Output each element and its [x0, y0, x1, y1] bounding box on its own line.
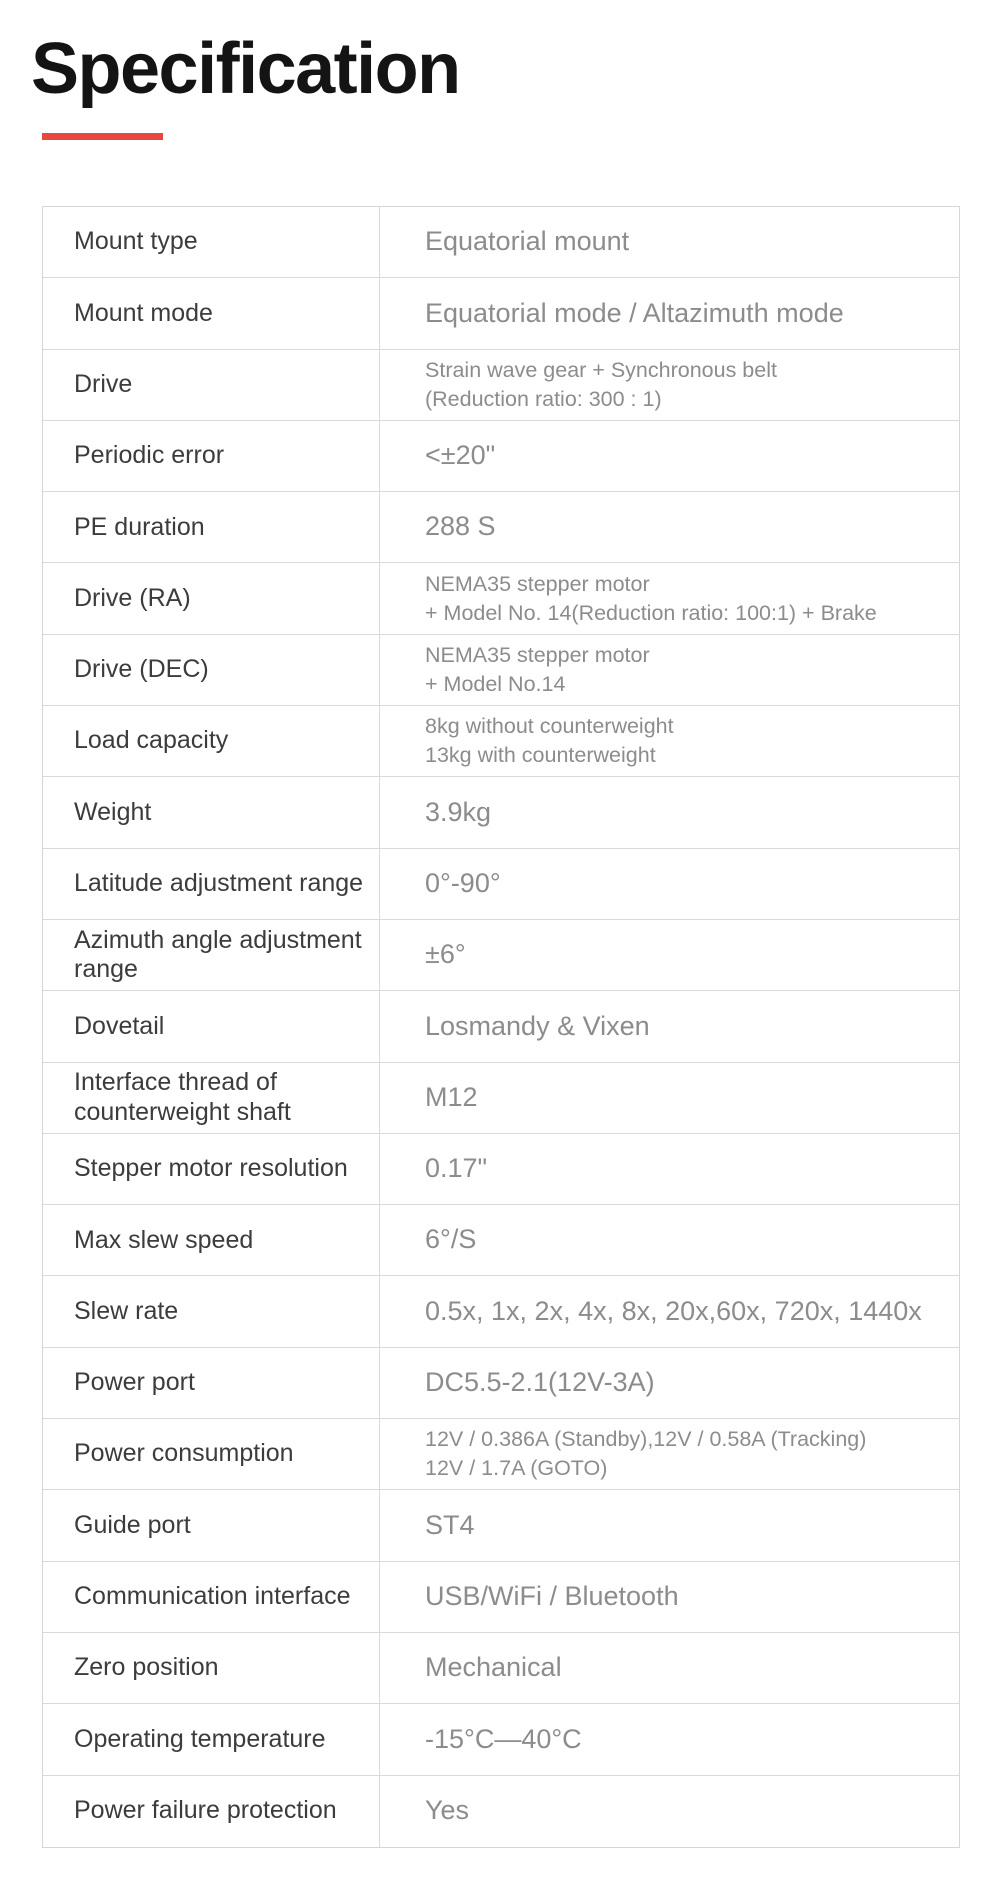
spec-label: Power consumption — [43, 1419, 380, 1489]
spec-label: Interface thread of counterweight shaft — [43, 1063, 380, 1133]
spec-label: Slew rate — [43, 1276, 380, 1346]
spec-value-line: -15°C—40°C — [425, 1723, 582, 1754]
spec-value — [380, 635, 959, 705]
table-row — [43, 1419, 959, 1490]
spec-value-line: 12V / 0.386A (Standby),12V / 0.58A (Tracking) — [425, 1427, 867, 1452]
spec-label: Communication interface — [43, 1562, 380, 1632]
spec-value — [380, 849, 959, 919]
spec-value — [380, 1348, 959, 1418]
spec-value-line: Losmandy & Vixen — [425, 1010, 650, 1041]
spec-value-line: <±20" — [425, 440, 496, 471]
spec-label: Dovetail — [43, 991, 380, 1061]
table-row — [43, 421, 959, 492]
spec-value-line: Yes — [425, 1795, 470, 1826]
table-row — [43, 849, 959, 920]
spec-label: Stepper motor resolution — [43, 1134, 380, 1204]
spec-value-line: USB/WiFi / Bluetooth — [425, 1580, 679, 1611]
table-row — [43, 1704, 959, 1775]
spec-label: Load capacity — [43, 706, 380, 776]
spec-label: Power port — [43, 1348, 380, 1418]
specification-table — [42, 206, 960, 1848]
spec-value — [380, 1633, 959, 1703]
table-row — [43, 991, 959, 1062]
spec-value-line: 13kg with counterweight — [425, 743, 656, 768]
table-row — [43, 1276, 959, 1347]
table-row — [43, 1348, 959, 1419]
spec-value — [380, 207, 959, 277]
spec-label: Zero position — [43, 1633, 380, 1703]
table-row — [43, 706, 959, 777]
spec-value-line: Equatorial mode / Altazimuth mode — [425, 297, 844, 328]
spec-value — [380, 777, 959, 847]
spec-label: Weight — [43, 777, 380, 847]
spec-value-line: 0.17" — [425, 1153, 488, 1184]
spec-value-line: 8kg without counterweight — [425, 714, 674, 739]
table-row — [43, 563, 959, 634]
spec-value-line: M12 — [425, 1081, 478, 1112]
spec-value — [380, 991, 959, 1061]
spec-label: Azimuth angle adjustment range — [43, 920, 380, 990]
spec-value — [380, 278, 959, 348]
spec-value-line: 12V / 1.7A (GOTO) — [425, 1456, 608, 1481]
title-underline-accent — [42, 133, 163, 140]
spec-label: Periodic error — [43, 421, 380, 491]
table-row — [43, 920, 959, 991]
spec-value — [380, 1704, 959, 1774]
table-row — [43, 207, 959, 278]
table-row — [43, 1490, 959, 1561]
spec-value — [380, 421, 959, 491]
spec-label: Power failure protection — [43, 1776, 380, 1847]
spec-value-line: NEMA35 stepper motor — [425, 642, 650, 667]
table-row — [43, 278, 959, 349]
spec-value — [380, 350, 959, 420]
table-row — [43, 1063, 959, 1134]
page-title: Specification — [31, 29, 460, 109]
table-row — [43, 1205, 959, 1276]
spec-value — [380, 1419, 959, 1489]
spec-value — [380, 1063, 959, 1133]
spec-label: Operating temperature — [43, 1704, 380, 1774]
spec-value — [380, 1276, 959, 1346]
spec-value — [380, 1776, 959, 1847]
spec-value — [380, 920, 959, 990]
spec-value — [380, 492, 959, 562]
table-row — [43, 1776, 959, 1847]
spec-value — [380, 563, 959, 633]
spec-value-line: Strain wave gear + Synchronous belt — [425, 357, 777, 382]
table-row — [43, 1562, 959, 1633]
spec-value-line: 288 S — [425, 511, 496, 542]
spec-value — [380, 1205, 959, 1275]
spec-value-line: NEMA35 stepper motor — [425, 571, 650, 596]
spec-value-line: ST4 — [425, 1509, 475, 1540]
spec-value — [380, 1562, 959, 1632]
spec-label: Guide port — [43, 1490, 380, 1560]
spec-value-line: 3.9kg — [425, 796, 492, 827]
table-row — [43, 350, 959, 421]
spec-label: Latitude adjustment range — [43, 849, 380, 919]
spec-value-line: Mechanical — [425, 1652, 562, 1683]
spec-value-line: ±6° — [425, 939, 466, 970]
spec-label: Max slew speed — [43, 1205, 380, 1275]
spec-label: Drive — [43, 350, 380, 420]
spec-label: Drive (DEC) — [43, 635, 380, 705]
spec-label: Mount mode — [43, 278, 380, 348]
table-row — [43, 777, 959, 848]
spec-value-line: Equatorial mount — [425, 226, 630, 257]
spec-value-line: + Model No.14 — [425, 671, 566, 696]
spec-label: Drive (RA) — [43, 563, 380, 633]
spec-value-line: DC5.5-2.1(12V-3A) — [425, 1367, 655, 1398]
spec-value — [380, 1134, 959, 1204]
spec-value-line: 6°/S — [425, 1224, 477, 1255]
table-row — [43, 1134, 959, 1205]
spec-value-line: 0.5x, 1x, 2x, 4x, 8x, 20x,60x, 720x, 1440x — [425, 1295, 922, 1326]
table-row — [43, 635, 959, 706]
table-row — [43, 1633, 959, 1704]
spec-value-line: (Reduction ratio: 300 : 1) — [425, 386, 662, 411]
spec-value-line: + Model No. 14(Reduction ratio: 100:1) + Brake — [425, 600, 877, 625]
spec-value-line: 0°-90° — [425, 867, 501, 898]
spec-label: PE duration — [43, 492, 380, 562]
spec-value — [380, 1490, 959, 1560]
spec-label: Mount type — [43, 207, 380, 277]
table-row — [43, 492, 959, 563]
spec-value — [380, 706, 959, 776]
